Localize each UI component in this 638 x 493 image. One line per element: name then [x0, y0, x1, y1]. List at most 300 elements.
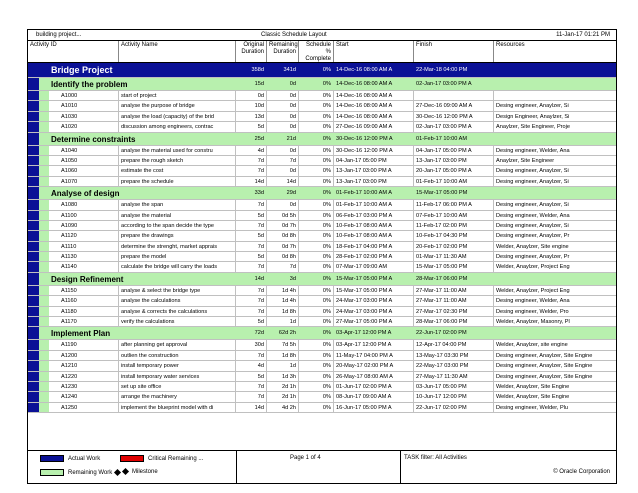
wbs-remaining: 3d — [267, 273, 299, 285]
remaining-duration: 7d — [267, 262, 299, 271]
level-bar — [28, 63, 39, 77]
remaining-duration: 1d 4h — [267, 286, 299, 295]
resources: Anaylzer, Site Engineer, Proje — [496, 124, 571, 131]
level-bar — [39, 177, 49, 186]
wbs-remaining: 29d — [267, 187, 299, 199]
remaining-duration: 0d — [267, 122, 299, 131]
remaining-duration: 14d — [267, 177, 299, 186]
activity-id: A1090 — [49, 221, 119, 230]
activity-id: A1240 — [49, 392, 119, 401]
activity-name: analyse the material — [119, 211, 236, 220]
level-bar — [28, 382, 39, 391]
remaining-duration: 1d — [267, 317, 299, 326]
remaining-duration: 0d — [267, 146, 299, 155]
level-bar — [28, 372, 39, 381]
activity-name: arrange the machinery — [119, 392, 236, 401]
finish-date: 03-Jun-17 05:00 PM — [414, 382, 494, 391]
wbs-start: 03-Apr-17 12:00 PM A — [334, 327, 414, 339]
finish-date: 10-Feb-17 04:30 PM — [414, 231, 494, 240]
wbs-original: 72d — [236, 327, 267, 339]
schedule-pct: 0% — [299, 252, 334, 261]
activity-name: analyse the calculations — [119, 296, 236, 305]
level-bar — [28, 286, 39, 295]
level-bar — [28, 361, 39, 370]
schedule-pct: 0% — [299, 242, 334, 251]
finish-date: 30-Dec-16 12:00 PM A — [414, 112, 494, 121]
resources: Desing engineer, Anaylzer, Site Engine — [496, 373, 593, 380]
activity-row[interactable] — [28, 177, 616, 187]
wbs-name: Identify the problem — [49, 78, 236, 90]
activity-name: install temporary water services — [119, 372, 236, 381]
activity-row[interactable] — [28, 101, 616, 111]
activity-row[interactable] — [28, 340, 616, 350]
level-bar — [28, 177, 39, 186]
finish-date: 07-Feb-17 10:00 AM — [414, 211, 494, 220]
activity-name: analyse the material used for constru — [119, 146, 236, 155]
finish-date: 22-May-17 03:00 PM — [414, 361, 494, 370]
column-header — [28, 41, 616, 63]
activity-name: after planning get approval — [119, 340, 236, 349]
wbs-remaining: 62d 2h — [267, 327, 299, 339]
resources: Welder, Anaylzer, site engine — [496, 342, 568, 349]
remaining-duration: 7d — [267, 156, 299, 165]
col-resources[interactable]: Resources — [496, 42, 525, 48]
remaining-duration: 0d — [267, 91, 299, 100]
start-date: 11-May-17 04:00 PM A — [334, 351, 414, 360]
resources: Desing engineer, Anaylzer, Si — [496, 222, 569, 229]
start-date: 13-Jan-17 03:00 PM A — [334, 166, 414, 175]
wbs-start: 30-Dec-16 12:00 PM A — [334, 133, 414, 145]
activity-id: A1110 — [49, 242, 119, 251]
original-duration: 4d — [236, 146, 267, 155]
finish-date: 02-Jan-17 03:00 PM A — [414, 122, 494, 131]
activity-row[interactable] — [28, 286, 616, 296]
original-duration: 5d — [236, 317, 267, 326]
finish-date: 20-Jan-17 05:00 PM A — [414, 166, 494, 175]
activity-name: implement the blueprint model with di — [119, 403, 236, 412]
activity-row[interactable] — [28, 392, 616, 402]
level-bar — [28, 262, 39, 271]
activity-id: A1140 — [49, 262, 119, 271]
activity-table — [28, 63, 616, 413]
layout-name: Classic Schedule Layout — [261, 32, 327, 38]
activity-row[interactable] — [28, 252, 616, 262]
activity-name: estimate the cost — [119, 166, 236, 175]
original-duration: 7d — [236, 242, 267, 251]
remaining-duration: 0d 8h — [267, 231, 299, 240]
original-duration: 5d — [236, 231, 267, 240]
finish-date: 11-Feb-17 02:00 PM — [414, 221, 494, 230]
remaining-work-swatch — [40, 469, 64, 476]
resources: Desing engineer, Anaylzer, Si — [496, 103, 569, 110]
activity-row[interactable] — [28, 122, 616, 132]
schedule-pct: 0% — [299, 286, 334, 295]
original-duration: 7d — [236, 296, 267, 305]
copyright: © Oracle Corporation — [553, 469, 610, 475]
schedule-pct: 0% — [299, 361, 334, 370]
activity-row[interactable] — [28, 146, 616, 156]
schedule-pct: 0% — [299, 146, 334, 155]
activity-row[interactable] — [28, 372, 616, 382]
remaining-duration: 0d 7h — [267, 242, 299, 251]
start-date: 10-Feb-17 08:00 AM A — [334, 231, 414, 240]
finish-date: 20-Feb-17 02:00 PM — [414, 242, 494, 251]
level-bar — [28, 403, 39, 412]
start-date: 24-Mar-17 03:00 PM A — [334, 296, 414, 305]
start-date: 14-Dec-16 08:00 AM A — [334, 91, 414, 100]
level-bar — [28, 340, 39, 349]
level-bar — [39, 91, 49, 100]
start-date: 04-Jan-17 05:00 PM — [334, 156, 414, 165]
original-duration: 14d — [236, 403, 267, 412]
activity-id: A1010 — [49, 101, 119, 110]
schedule-pct: 0% — [299, 262, 334, 271]
level-bar — [39, 122, 49, 131]
start-date: 08-Jun-17 09:00 AM A — [334, 392, 414, 401]
critical-remaining-swatch — [120, 455, 144, 462]
activity-id: A1150 — [49, 286, 119, 295]
original-duration: 7d — [236, 286, 267, 295]
resources: Welder, Anaylzer, Masonry, Pl — [496, 319, 570, 326]
start-date: 07-Mar-17 09:00 AM — [334, 262, 414, 271]
activity-row[interactable] — [28, 242, 616, 252]
remaining-duration: 7d 5h — [267, 340, 299, 349]
original-duration: 7d — [236, 392, 267, 401]
activity-row[interactable] — [28, 156, 616, 166]
schedule-pct: 0% — [299, 317, 334, 326]
level-bar — [28, 351, 39, 360]
activity-id: A1200 — [49, 351, 119, 360]
activity-name: outlien the construction — [119, 351, 236, 360]
remaining-duration: 1d 8h — [267, 307, 299, 316]
activity-name: start of project — [119, 91, 236, 100]
schedule-pct: 0% — [299, 156, 334, 165]
wbs-pct: 0% — [299, 327, 334, 339]
finish-date: 13-May-17 03:30 PM — [414, 351, 494, 360]
project-pct: 0% — [299, 63, 334, 77]
level-bar — [28, 211, 39, 220]
wbs-name: Implement Plan — [49, 327, 236, 339]
activity-id: A1120 — [49, 231, 119, 240]
activity-id: A1000 — [49, 91, 119, 100]
remaining-duration: 1d 4h — [267, 296, 299, 305]
activity-name: prepare the model — [119, 252, 236, 261]
page-number: Page 1 of 4 — [290, 455, 321, 461]
project-row[interactable] — [28, 63, 616, 78]
finish-date: 01-Mar-17 11:30 AM — [414, 252, 494, 261]
remaining-duration: 0d — [267, 166, 299, 175]
activity-name: analyse & corrects the calculations — [119, 307, 236, 316]
activity-row[interactable] — [28, 296, 616, 306]
resources: Desing engineer, Anaylzer, Site Engine — [496, 363, 593, 370]
original-duration: 5d — [236, 122, 267, 131]
col-remaining-duration[interactable]: Remaining Duration — [267, 41, 299, 62]
activity-id: A1160 — [49, 296, 119, 305]
finish-date — [414, 91, 494, 100]
wbs-row[interactable] — [28, 327, 616, 340]
footer-divider — [236, 451, 237, 483]
level-bar — [28, 91, 39, 100]
project-start: 14-Dec-16 08:00 AM A — [334, 63, 414, 77]
schedule-pct: 0% — [299, 351, 334, 360]
wbs-pct: 0% — [299, 273, 334, 285]
activity-id: A1040 — [49, 146, 119, 155]
finish-date: 11-Feb-17 06:00 PM A — [414, 200, 494, 209]
level-bar — [28, 200, 39, 209]
wbs-resources — [494, 273, 618, 285]
resources: Desing engineer, Anaylzer, Si — [496, 202, 569, 209]
footer-divider — [400, 451, 401, 483]
schedule-pct: 0% — [299, 166, 334, 175]
original-duration: 7d — [236, 351, 267, 360]
remaining-duration: 0d — [267, 112, 299, 121]
level-bar — [28, 78, 39, 90]
schedule-pct: 0% — [299, 403, 334, 412]
remaining-duration: 0d 5h — [267, 211, 299, 220]
finish-date: 27-May-17 11:30 AM — [414, 372, 494, 381]
resources: Desing engineer, Anaylzer, Pr — [496, 233, 570, 240]
wbs-pct: 0% — [299, 133, 334, 145]
remaining-duration: 0d 7h — [267, 221, 299, 230]
activity-row[interactable] — [28, 317, 616, 327]
activity-id: A1210 — [49, 361, 119, 370]
wbs-resources — [494, 327, 618, 339]
activity-id: A1060 — [49, 166, 119, 175]
report-title-bar — [28, 30, 616, 41]
project-remaining: 341d — [267, 63, 299, 77]
wbs-start: 14-Dec-16 08:00 AM A — [334, 78, 414, 90]
activity-id: A1050 — [49, 156, 119, 165]
remaining-duration: 1d 8h — [267, 351, 299, 360]
wbs-start: 15-Mar-17 05:00 PM A — [334, 273, 414, 285]
level-bar — [28, 187, 39, 199]
resources — [494, 91, 618, 100]
start-date: 24-Mar-17 03:00 PM A — [334, 307, 414, 316]
schedule-pct: 0% — [299, 372, 334, 381]
activity-name: analyse the purpose of bridge — [119, 101, 236, 110]
resources: Desing engineer, Welder, Ana — [496, 298, 570, 305]
level-bar — [28, 101, 39, 110]
remaining-duration: 2d 1h — [267, 382, 299, 391]
schedule-pct: 0% — [299, 382, 334, 391]
original-duration: 4d — [236, 361, 267, 370]
resources: Welder, Anaylzer, Site Engine — [496, 383, 570, 390]
activity-id: A1070 — [49, 177, 119, 186]
activity-row[interactable] — [28, 307, 616, 317]
original-duration: 7d — [236, 262, 267, 271]
resources: Desing engineer, Welder, Ana — [496, 147, 570, 154]
project-finish: 22-Mar-18 04:00 PM — [414, 63, 494, 77]
original-duration: 13d — [236, 112, 267, 121]
resources: Desing engineer, Welder, Plu — [496, 404, 569, 411]
original-duration: 5d — [236, 252, 267, 261]
level-bar — [39, 166, 49, 175]
level-bar — [28, 252, 39, 261]
activity-id: A1100 — [49, 211, 119, 220]
activity-name: discussion among engineers, contrac — [119, 122, 236, 131]
report-footer — [28, 450, 616, 483]
wbs-row[interactable] — [28, 133, 616, 146]
resources: Welder, Anaylzer, Site engine — [496, 243, 569, 250]
col-activity-name[interactable]: Activity Name — [119, 41, 236, 62]
activity-name: install temporary power — [119, 361, 236, 370]
wbs-finish: 28-Mar-17 06:00 PM — [414, 273, 494, 285]
level-bar — [28, 146, 39, 155]
level-bar — [39, 296, 49, 305]
activity-row[interactable] — [28, 211, 616, 221]
activity-name: calculate the bridge will carry the loads — [119, 262, 236, 271]
remaining-duration: 1d 3h — [267, 372, 299, 381]
wbs-row[interactable] — [28, 273, 616, 286]
activity-row[interactable] — [28, 382, 616, 392]
level-bar — [39, 156, 49, 165]
wbs-remaining: 21d — [267, 133, 299, 145]
milestone-label: Milestone — [132, 469, 158, 476]
resources: Design Engineer, Anaylzer, Si — [496, 113, 570, 120]
activity-name: set up site office — [119, 382, 236, 391]
resources: Desing engineer, Welder, Pro — [496, 308, 569, 315]
activity-id: A1250 — [49, 403, 119, 412]
start-date: 06-Feb-17 03:00 PM A — [334, 211, 414, 220]
schedule-pct: 0% — [299, 112, 334, 121]
finish-date: 15-Mar-17 05:00 PM — [414, 262, 494, 271]
activity-id: A1190 — [49, 340, 119, 349]
col-start[interactable]: Start — [334, 41, 414, 62]
activity-name: analyse the span — [119, 200, 236, 209]
activity-row[interactable] — [28, 403, 616, 413]
level-bar — [39, 372, 49, 381]
level-bar — [39, 112, 49, 121]
remaining-duration: 4d 2h — [267, 403, 299, 412]
wbs-resources — [494, 78, 618, 90]
activity-row[interactable] — [28, 231, 616, 241]
activity-name: prepare the schedule — [119, 177, 236, 186]
activity-row[interactable] — [28, 262, 616, 272]
resources: Desing engineer, Anaylzer, Si — [496, 178, 569, 185]
activity-row[interactable] — [28, 351, 616, 361]
finish-date: 13-Jan-17 03:00 PM — [414, 156, 494, 165]
activity-name: analyse the load (capacity) of the brid — [119, 112, 236, 121]
start-date: 16-Jun-17 05:00 PM A — [334, 403, 414, 412]
level-bar — [28, 307, 39, 316]
activity-name: determine the strenght, market apprais — [119, 242, 236, 251]
level-bar — [28, 133, 39, 145]
activity-id: A1220 — [49, 372, 119, 381]
actual-work-swatch — [40, 455, 64, 462]
wbs-start: 01-Feb-17 10:00 AM A — [334, 187, 414, 199]
resources: Welder, Anaylzer, Project Eng — [496, 287, 570, 294]
level-bar — [28, 221, 39, 230]
remaining-duration: 0d — [267, 200, 299, 209]
level-bar — [39, 262, 49, 271]
level-bar — [39, 392, 49, 401]
original-duration: 30d — [236, 340, 267, 349]
col-finish[interactable]: Finish — [414, 41, 494, 62]
activity-row[interactable] — [28, 91, 616, 101]
col-schedule-pct[interactable]: Schedule % Complete — [299, 41, 334, 62]
finish-date: 27-Mar-17 02:30 PM — [414, 307, 494, 316]
schedule-pct: 0% — [299, 177, 334, 186]
project-name: building project... — [36, 32, 82, 38]
activity-row[interactable] — [28, 112, 616, 122]
level-bar — [28, 166, 39, 175]
finish-date: 28-Mar-17 06:00 PM — [414, 317, 494, 326]
wbs-row[interactable] — [28, 78, 616, 91]
actual-work-label: Actual Work — [68, 456, 101, 463]
wbs-original: 14d — [236, 273, 267, 285]
critical-remaining-label: Critical Remaining ... — [148, 456, 204, 463]
wbs-finish: 22-Jun-17 02:00 PM — [414, 327, 494, 339]
original-duration: 7d — [236, 221, 267, 230]
start-date: 01-Jun-17 02:00 PM A — [334, 382, 414, 391]
finish-date: 12-Apr-17 04:00 PM — [414, 340, 494, 349]
original-duration: 5d — [236, 211, 267, 220]
finish-date: 22-Jun-17 02:00 PM — [414, 403, 494, 412]
schedule-pct: 0% — [299, 101, 334, 110]
remaining-duration: 1d — [267, 361, 299, 370]
activity-row[interactable] — [28, 200, 616, 210]
activity-row[interactable] — [28, 221, 616, 231]
legend-actual-work — [40, 455, 100, 462]
activity-name: prepare the rough sketch — [119, 156, 236, 165]
activity-name: analyse & select the bridge type — [119, 286, 236, 295]
project-name-cell: Bridge Project — [49, 63, 236, 77]
legend-critical-remaining — [120, 455, 203, 462]
resources: Anaylzer, Site Engineer — [496, 157, 555, 164]
level-bar — [28, 392, 39, 401]
level-bar — [28, 156, 39, 165]
activity-id: A1230 — [49, 382, 119, 391]
level-bar — [39, 382, 49, 391]
start-date: 10-Feb-17 08:00 AM A — [334, 221, 414, 230]
wbs-original: 33d — [236, 187, 267, 199]
original-duration: 14d — [236, 177, 267, 186]
schedule-report — [27, 29, 617, 484]
wbs-remaining: 0d — [267, 78, 299, 90]
finish-date: 01-Feb-17 10:00 AM — [414, 177, 494, 186]
wbs-resources — [494, 187, 618, 199]
activity-row[interactable] — [28, 166, 616, 176]
filter-label: TASK filter: All Activities — [404, 455, 467, 461]
start-date: 26-May-17 08:00 AM A — [334, 372, 414, 381]
resources: Welder, Anaylzer, Site Engine — [496, 394, 570, 401]
level-bar — [39, 242, 49, 251]
resources: Welder, Anaylzer, Project Eng — [496, 264, 570, 271]
wbs-name: Determine constraints — [49, 133, 236, 145]
start-date: 01-Feb-17 10:00 AM A — [334, 200, 414, 209]
wbs-resources — [494, 133, 618, 145]
col-activity-id[interactable]: Activity ID — [28, 41, 119, 62]
start-date: 03-Apr-17 12:00 PM A — [334, 340, 414, 349]
level-bar — [39, 317, 49, 326]
level-bar — [39, 211, 49, 220]
schedule-pct: 0% — [299, 340, 334, 349]
col-original-duration[interactable]: Original Duration — [236, 41, 267, 62]
activity-row[interactable] — [28, 361, 616, 371]
start-date: 27-Dec-16 09:00 AM A — [334, 122, 414, 131]
wbs-row[interactable] — [28, 187, 616, 200]
level-bar — [39, 403, 49, 412]
schedule-pct: 0% — [299, 307, 334, 316]
level-bar — [28, 317, 39, 326]
schedule-pct: 0% — [299, 122, 334, 131]
legend-milestone — [120, 469, 158, 475]
resources: Desing engineer, Anaylzer, Si — [496, 168, 569, 175]
start-date: 14-Dec-16 08:00 AM A — [334, 101, 414, 110]
original-duration: 5d — [236, 372, 267, 381]
milestone-icon — [122, 468, 129, 475]
level-bar — [39, 361, 49, 370]
